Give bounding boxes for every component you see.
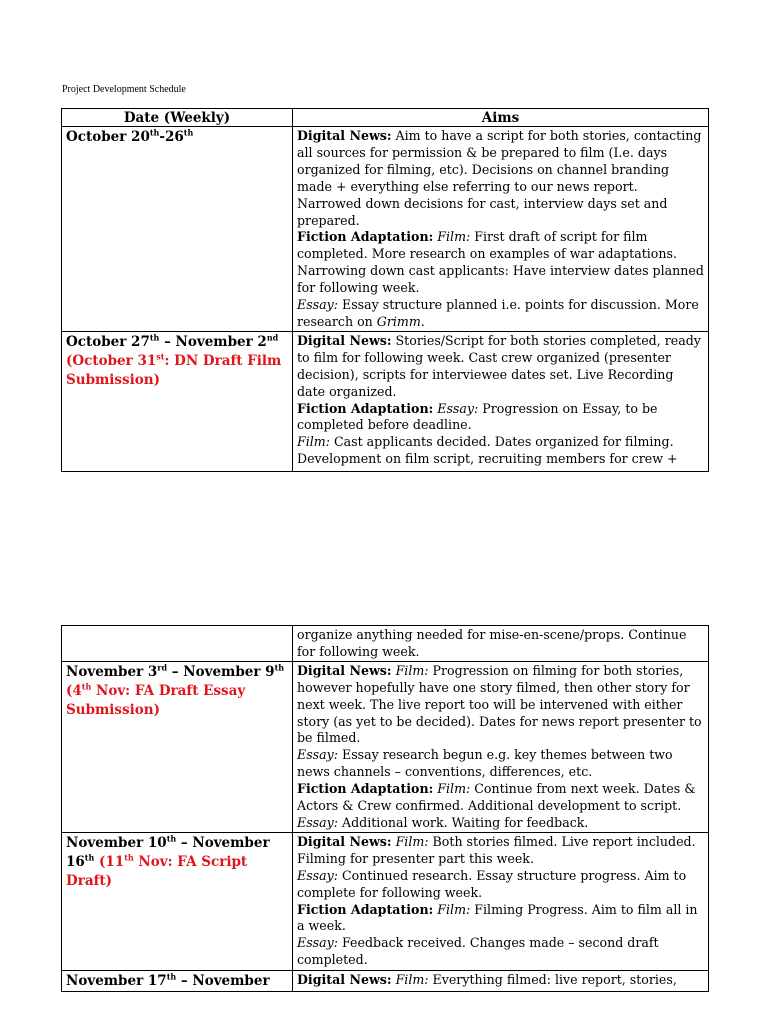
aims-cell — [293, 832, 709, 970]
text-segment: (4 — [66, 682, 82, 699]
subsection-label: Essay: — [437, 400, 479, 416]
text-segment: st — [156, 351, 165, 362]
table-row — [62, 331, 709, 471]
text-segment: Aim to have a script for both stories, contacting all sources for permission & be prepared to film (I.e. days organized for filming, etc). Decisions on channel branding made + everything else referring to our news report. Narrowed down decisions for cast, interview days set and prepared. — [297, 128, 702, 228]
text-segment: October 27 — [66, 333, 150, 350]
text-segment: th — [84, 852, 95, 863]
text-segment: : DN Draft Film Submission) — [66, 352, 282, 388]
week-date-cell — [62, 626, 293, 662]
subsection-label: Essay: — [297, 747, 338, 763]
subsection-label: Film: — [437, 901, 471, 917]
text-segment: -26 — [159, 129, 184, 145]
document-title: Project Development Schedule — [62, 84, 186, 95]
text-segment: (11 — [94, 853, 125, 870]
subsection-label: Film: — [437, 229, 471, 245]
text-segment: (October 31 — [66, 352, 157, 369]
text-segment: organize anything needed for mise-en-scene/props. Continue for following week. — [297, 627, 687, 659]
table-header-row — [62, 109, 709, 127]
week-date-cell — [62, 331, 293, 471]
text-segment: Continue from next week. Dates & Actors & Crew confirmed. Additional development to script. — [297, 781, 696, 814]
subsection-label: Essay: — [297, 814, 338, 830]
text-segment: Essay structure planned i.e. points for discussion. More research on — [297, 297, 699, 329]
section-label: Digital News: — [297, 971, 392, 987]
text-segment: Nov: FA Draft Essay Submission) — [66, 682, 246, 718]
text-segment: – November — [176, 972, 270, 989]
week-date-cell — [62, 661, 293, 832]
text-segment: October 20 — [66, 129, 150, 145]
text-segment: Progression on Essay, to be completed before deadline. — [297, 400, 658, 433]
schedule-table-page-1 — [61, 108, 709, 472]
section-label: Fiction Adaptation: — [297, 229, 434, 245]
week-date-cell — [62, 832, 293, 970]
text-segment: – November 16 — [66, 834, 270, 870]
subsection-label: Film: — [395, 971, 429, 987]
table-row — [62, 970, 709, 991]
subsection-label: Film: — [395, 833, 429, 849]
aims-cell — [293, 661, 709, 832]
week-date-cell — [62, 970, 293, 991]
text-segment: November 17 — [66, 972, 167, 989]
section-label: Fiction Adaptation: — [297, 400, 434, 416]
subsection-label: Essay: — [297, 867, 338, 883]
text-segment: Nov: FA Script Draft) — [66, 853, 248, 889]
section-label: Fiction Adaptation: — [297, 781, 434, 797]
subsection-label: Essay: — [297, 297, 338, 313]
text-segment: First draft of script for film completed. More research on examples of war adaptations. Narrowing down cast applicants: Have interview dates planned for following week. — [297, 229, 704, 296]
text-segment: November 3 — [66, 663, 158, 680]
section-label: Digital News: — [297, 332, 392, 348]
aims-cell — [293, 626, 709, 662]
text-segment: Both stories filmed. Live report included. Filming for presenter part this week. — [297, 833, 696, 866]
header-aims: Aims — [293, 109, 709, 127]
text-segment: Stories/Script for both stories completed, ready to film for following week. Cast crew organized (presenter decision), scripts for interviewee dates set. Live Recording date organized. — [297, 332, 701, 399]
section-label: Digital News: — [297, 662, 392, 678]
subsection-label: Film: — [395, 662, 429, 678]
table-row — [62, 832, 709, 970]
text-segment: – November 2 — [159, 333, 267, 350]
text-segment: Continued research. Essay structure progress. Aim to complete for following week. — [297, 867, 687, 900]
section-label: Digital News: — [297, 128, 392, 143]
text-segment: Everything filmed: live report, stories, — [428, 971, 677, 987]
text-segment: November 10 — [66, 834, 167, 851]
subsection-label: Film: — [297, 434, 330, 450]
text-segment: th — [183, 127, 194, 138]
text-segment: – November 9 — [167, 663, 275, 680]
text-segment: th — [149, 332, 160, 343]
week-date-cell — [62, 127, 293, 332]
text-segment: Filming Progress. Aim to film all in a week. — [297, 901, 698, 934]
text-segment: th — [166, 833, 177, 844]
text-segment: th — [81, 681, 92, 692]
table-row — [62, 127, 709, 332]
text-segment: rd — [157, 662, 168, 673]
aims-cell — [293, 127, 709, 332]
text-segment: th — [149, 127, 160, 138]
subsection-label: Film: — [437, 781, 471, 797]
text-segment: Essay research begun e.g. key themes between two news channels – conventions, differences, etc. — [297, 747, 673, 780]
table-row — [62, 661, 709, 832]
section-label: Digital News: — [297, 833, 392, 849]
section-label: Fiction Adaptation: — [297, 901, 434, 917]
text-segment: th — [124, 852, 134, 863]
table-row — [62, 626, 709, 662]
text-segment: . — [420, 313, 425, 329]
header-date: Date (Weekly) — [62, 109, 293, 127]
aims-cell — [293, 331, 709, 471]
aims-cell — [293, 970, 709, 991]
text-segment: Progression on filming for both stories, however hopefully have one story filmed, then other story for next week. The live report too will be intervened with either story (as yet to be decided). Dates for news report presenter to be filmed. — [297, 662, 702, 746]
text-segment: Cast applicants decided. Dates organized for filming. Development on film script, recruiting members for crew + — [297, 434, 678, 467]
text-segment: Feedback received. Changes made – second draft completed. — [297, 935, 659, 968]
text-segment: nd — [266, 332, 279, 343]
text-segment: th — [166, 971, 177, 982]
subsection-label: Grimm — [376, 313, 421, 329]
subsection-label: Essay: — [297, 935, 338, 951]
text-segment: th — [274, 662, 285, 673]
schedule-table-page-2 — [61, 625, 709, 992]
text-segment: Additional work. Waiting for feedback. — [338, 814, 589, 830]
